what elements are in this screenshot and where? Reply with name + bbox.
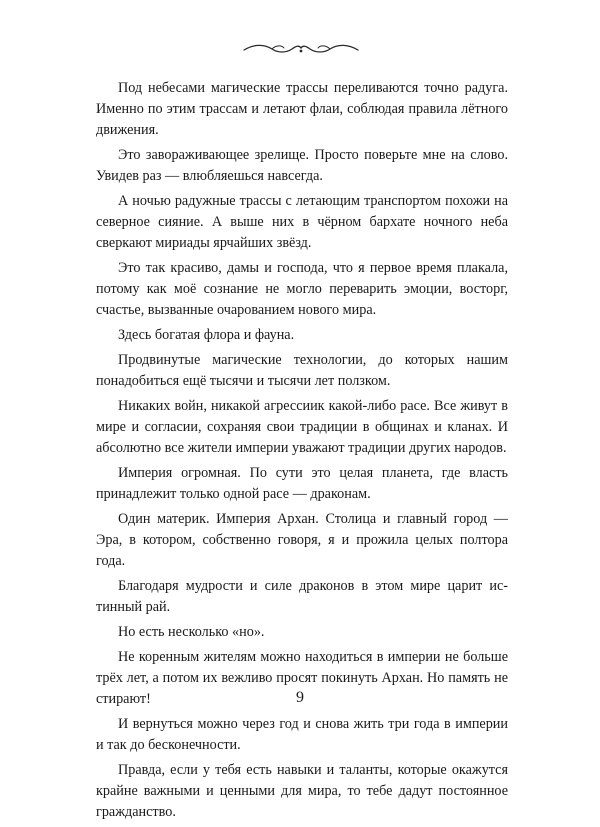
paragraph: Благодаря мудрости и силе драконов в этом мире царит истинный рай. xyxy=(96,578,508,615)
paragraph: Под небесами магические трассы переливаются точно радуга. Именно по этим трассам и летают флаи, соблюдая правила лётного движения. xyxy=(96,80,508,138)
paragraph: И вернуться можно через год и снова жить три года в империи и так до бесконечности. xyxy=(96,716,508,753)
paragraph: Один материк. Империя Архан. Столица и главный город — Эра, в котором, собственно говоря, я и прожила целых полтора года. xyxy=(96,511,508,569)
paragraph: Правда, если у тебя есть навыки и таланты, которые окажутся крайне важными и ценными для мира, то тебе дадут постоянное гражданство. xyxy=(96,762,508,820)
paragraph: Никаких войн, никакой агрессиик какой-либо расе. Все живут в мире и согласии, сохраняя свои традиции в общинах и кланах. И абсолютно все жители империи уважают традиции других народов. xyxy=(96,398,508,456)
paragraph: Но есть несколько «но». xyxy=(118,624,265,640)
decorative-flourish-icon xyxy=(242,40,360,58)
paragraph: Продвинутые магические технологии, до которых нашим понадобиться ещё тысячи и тысячи лет ползком. xyxy=(96,352,508,389)
paragraph: Это так красиво, дамы и господа, что я первое время плакала, потому как моё сознание не могло переварить эмоции, восторг, счастье, вызванные очарованием нового мира. xyxy=(96,260,508,318)
paragraph: А ночью радужные трассы с летающим транспортом похожи на северное сияние. А выше них в чёрном бархате ночного неба сверкают мириады ярчайших звёзд. xyxy=(96,193,508,251)
paragraph: Империя огромная. По сути это целая планета, где власть принадлежит только одной расе — драконам. xyxy=(96,465,508,502)
body-text xyxy=(96,78,508,827)
paragraph: Не коренным жителям можно находиться в империи не больше трёх лет, а потом их вежливо просят покинуть Архан. Но память не стирают! xyxy=(96,649,508,707)
page-number: 9 xyxy=(296,689,304,706)
paragraph: Это завораживающее зрелище. Просто поверьте мне на слово. Увидев раз — влюбляешься навсегда. xyxy=(96,147,508,184)
paragraph: Здесь богатая флора и фауна. xyxy=(118,327,295,343)
